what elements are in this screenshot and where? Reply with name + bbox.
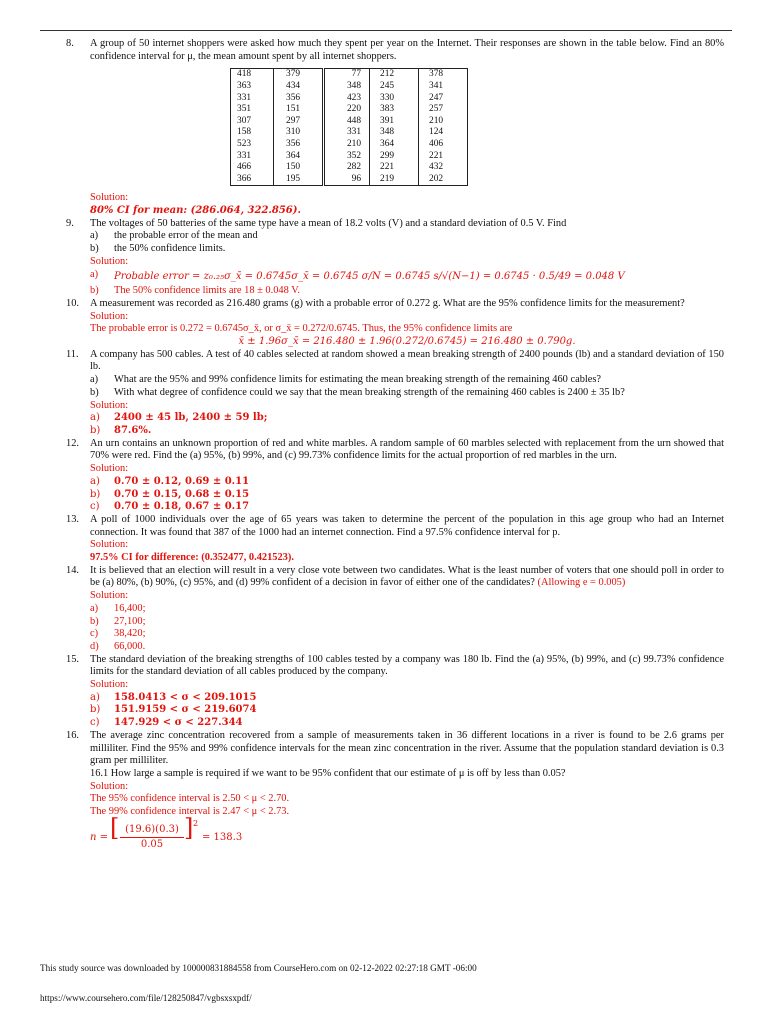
document-content <box>66 38 724 853</box>
right-bracket: ] <box>184 813 194 842</box>
table-cell: 331 <box>231 93 274 105</box>
table-row <box>231 116 468 128</box>
table-cell: 348 <box>370 127 419 139</box>
solution-a <box>90 476 724 489</box>
formula-lhs: n = <box>90 831 108 843</box>
question-16 <box>66 730 724 853</box>
shopper-data-table <box>230 68 468 186</box>
table-cell: 364 <box>274 151 324 163</box>
subpart-label: b) <box>90 615 99 627</box>
table-cell: 247 <box>419 93 468 105</box>
top-rule <box>40 30 732 31</box>
subpart-b <box>90 243 724 256</box>
solution-c <box>90 628 724 641</box>
table-cell: 151 <box>274 104 324 116</box>
subpart-label: a) <box>90 602 99 614</box>
solution-answer: 80% CI for mean: (286.064, 322.856). <box>90 205 301 217</box>
subpart-text: 87.6%. <box>114 425 152 436</box>
question-text: The standard deviation of the breaking strengths of 100 cables tested by a company was 180 lb. Find the (a) 95%, (b) 99%, and (c) 99.73% confidence limits for the standard deviation of all cables produced by the company. <box>90 653 724 678</box>
table-cell: 434 <box>274 81 324 93</box>
table-cell: 363 <box>231 81 274 93</box>
question-text: The average zinc concentration recovered from a sample of measurements taken in 36 different locations in a river is found to be 2.6 grams per milliliter. Find the 95% and 99% confidence intervals for the mean zinc concentration in the river. Assume that the population standard deviation is 0.3 gram per milliliter. <box>90 729 724 767</box>
question-number: 11. <box>66 348 79 360</box>
subpart-a <box>90 374 724 387</box>
question-text: It is believed that an election will result in a very close vote between two candidates. What is the least number of voters that one should poll in order to be (a) 80%, (b) 90%, (c) 95%, and (d) 99% confident of a decision in favor of either one of the candidates? <box>90 564 724 589</box>
solution-b <box>90 704 724 717</box>
table-cell: 307 <box>231 116 274 128</box>
solution-b <box>90 285 724 298</box>
subpart-label: c) <box>90 501 100 513</box>
table-row <box>231 139 468 151</box>
subpart-text: 151.9159 < σ < 219.6074 <box>114 704 257 716</box>
table-cell: 432 <box>419 162 468 174</box>
subpart-text: What are the 95% and 99% confidence limits for estimating the mean breaking strength of the remaining 460 cables? <box>114 374 602 386</box>
table-cell: 220 <box>346 104 361 115</box>
question-13 <box>66 514 724 565</box>
table-cell: 221 <box>370 162 419 174</box>
subpart-text: the probable error of the mean and <box>114 230 258 242</box>
table-cell: 356 <box>274 93 324 105</box>
table-cell: 245 <box>370 81 419 93</box>
subpart-text: 16,400; <box>114 602 146 614</box>
table-row <box>231 127 468 139</box>
subpart-label: c) <box>90 628 99 640</box>
table-cell: 352 <box>346 150 361 161</box>
subpart-text: 0.70 ± 0.15, 0.68 ± 0.15 <box>114 488 250 500</box>
question-12 <box>66 438 724 514</box>
subpart-text: 147.929 < σ < 227.344 <box>114 717 243 729</box>
question-11 <box>66 349 724 438</box>
question-number: 14. <box>66 564 79 576</box>
sample-size-formula <box>90 813 724 853</box>
solution-label: Solution: <box>90 679 129 691</box>
solution-line: The 99% confidence interval is 2.47 < μ < 2.73. <box>90 806 290 818</box>
solution-b <box>90 616 724 629</box>
table-cell: 378 <box>419 69 468 81</box>
question-text: A company has 500 cables. A test of 40 cables selected at random showed a mean breaking strength of 2400 pounds (lb) and a standard deviation of 150 lb. <box>90 348 724 373</box>
question-number: 8. <box>66 38 74 49</box>
table-cell: 423 <box>346 92 361 103</box>
table-cell: 210 <box>346 138 361 149</box>
subpart-text: With what degree of confidence could we say that the mean breaking strength of the remaining 460 cables is 2400 ± 35 lb? <box>114 386 625 398</box>
table-cell: 379 <box>274 69 324 81</box>
table-row <box>231 81 468 93</box>
table-cell: 406 <box>419 139 468 151</box>
subpart-text: 66,000. <box>114 640 146 652</box>
table-cell: 448 <box>346 115 361 126</box>
solution-label: Solution: <box>90 463 129 475</box>
subpart-b <box>90 387 724 400</box>
formula-exponent: 2 <box>193 818 199 828</box>
table-cell: 96 <box>324 174 370 186</box>
question-number: 16. <box>66 729 79 741</box>
subpart-text: 2400 ± 45 lb, 2400 ± 59 lb; <box>114 412 268 424</box>
subpart-label: a) <box>90 691 100 703</box>
fraction-denominator: 0.05 <box>140 838 164 850</box>
question-number: 12. <box>66 437 79 449</box>
question-text: A measurement was recorded as 216.480 grams (g) with a probable error of 0.272 g. What are the 95% confidence limits for the measurement? <box>90 297 685 309</box>
subpart-label: b) <box>90 386 99 398</box>
solution-d <box>90 641 724 654</box>
table-cell: 391 <box>370 116 419 128</box>
solution-a <box>90 412 724 425</box>
question-text: The voltages of 50 batteries of the same type have a mean of 18.2 volts (V) and a standard deviation of 0.5 V. Find <box>90 217 567 229</box>
table-row <box>231 162 468 174</box>
table-cell: 124 <box>419 127 468 139</box>
table-cell: 418 <box>231 69 274 81</box>
allowance-note: (Allowing e = 0.005) <box>537 577 626 589</box>
subpart-text: 158.0413 < σ < 209.1015 <box>114 691 257 703</box>
question-8 <box>66 38 724 63</box>
subpart-text: 38,420; <box>114 628 146 640</box>
table-row <box>231 104 468 116</box>
formula-rhs: = 138.3 <box>202 831 243 843</box>
solution-label: Solution: <box>90 192 129 204</box>
subpart-label: a) <box>90 230 99 242</box>
subpart-label: b) <box>90 285 99 297</box>
table-cell: 221 <box>419 151 468 163</box>
subpart-label: b) <box>90 243 99 255</box>
question-text: A poll of 1000 individuals over the age of 65 years was taken to determine the percent of the population in this age group who had an Internet connection. It was found that 387 of the 1000 had an internet connection. Find a 97.5% confidence interval for p. <box>90 513 724 538</box>
subpart-label: a) <box>90 268 99 280</box>
table-cell: 299 <box>370 151 419 163</box>
table-cell: 158 <box>231 127 274 139</box>
table-row <box>231 151 468 163</box>
table-cell: 210 <box>419 116 468 128</box>
question-15 <box>66 654 724 730</box>
source-url[interactable]: https://www.coursehero.com/file/128250847/vgbsxsxpdf/ <box>40 993 252 1003</box>
table-cell: 341 <box>419 81 468 93</box>
table-cell: 212 <box>370 69 419 81</box>
table-cell: 282 <box>346 162 361 173</box>
subpart-label: d) <box>90 640 99 652</box>
fraction-numerator: (19.6)(0.3) <box>120 824 184 838</box>
table-cell: 351 <box>231 104 274 116</box>
question-number: 10. <box>66 297 79 309</box>
subpart-label: b) <box>90 488 101 500</box>
solution-a <box>90 269 724 286</box>
table-cell: 383 <box>370 104 419 116</box>
solution-answer: 97.5% CI for difference: (0.352477, 0.421523). <box>90 552 294 564</box>
table-cell: 195 <box>274 174 324 186</box>
table-cell: 219 <box>370 174 419 186</box>
solution-block-8 <box>66 192 724 217</box>
solution-a <box>90 603 724 616</box>
question-subpart-text: 16.1 How large a sample is required if we want to be 95% confident that our estimate of μ is off by less than 0.05? <box>90 767 566 779</box>
solution-label: Solution: <box>90 310 129 322</box>
probable-error-formula: Probable error = z₀.₂₅σ_x̄ = 0.6745σ_x̄ = 0.6745 σ/N = 0.6745 s/√(N−1) = 0.6745 · 0.5/49 = 0.048 V <box>114 270 625 282</box>
solution-c <box>90 501 724 514</box>
solution-b <box>90 489 724 502</box>
table-cell: 77 <box>324 69 370 81</box>
left-bracket: [ <box>110 813 120 842</box>
table-cell: 331 <box>346 127 361 138</box>
solution-b <box>90 425 724 438</box>
solution-label: Solution: <box>90 539 129 551</box>
question-number: 9. <box>66 217 74 229</box>
table-cell: 364 <box>370 139 419 151</box>
subpart-label: b) <box>90 704 101 716</box>
table-cell: 348 <box>346 81 361 91</box>
question-10 <box>66 298 724 349</box>
solution-a <box>90 692 724 705</box>
subpart-label: a) <box>90 374 99 386</box>
solution-line: The probable error is 0.272 = 0.6745σ_x̄, or σ_x̄ = 0.272/0.6745. Thus, the 95% confidence limits are <box>90 323 513 335</box>
table-cell: 257 <box>419 104 468 116</box>
subpart-text: 27,100; <box>114 615 146 627</box>
table-cell: 331 <box>231 151 274 163</box>
subpart-label: c) <box>90 717 100 729</box>
question-9 <box>66 218 724 298</box>
table-row <box>231 69 468 81</box>
subpart-label: a) <box>90 412 100 424</box>
table-cell: 356 <box>274 139 324 151</box>
subpart-text: the 50% confidence limits. <box>114 243 226 255</box>
table-cell: 330 <box>370 93 419 105</box>
subpart-text: 0.70 ± 0.12, 0.69 ± 0.11 <box>114 475 250 487</box>
table-cell: 297 <box>274 116 324 128</box>
subpart-label: a) <box>90 475 100 487</box>
solution-label: Solution: <box>90 590 129 602</box>
solution-c <box>90 717 724 730</box>
subpart-text: The 50% confidence limits are 18 ± 0.048 V. <box>114 285 300 297</box>
subpart-label: b) <box>90 425 101 436</box>
subpart-a <box>90 230 724 243</box>
table-row <box>231 174 468 186</box>
solution-line: x̄ ± 1.96σ_x̄ = 216.480 ± 1.96(0.272/0.6745) = 216.480 ± 0.790g. <box>238 336 576 348</box>
solution-line: The 95% confidence interval is 2.50 < μ < 2.70. <box>90 793 290 805</box>
question-text: A group of 50 internet shoppers were asked how much they spent per year on the Internet. Their responses are shown in the table below. Find an 80% confidence interval for μ, the mean amount spent by all internet shoppers. <box>90 38 724 62</box>
solution-label: Solution: <box>90 255 129 267</box>
table-cell: 150 <box>274 162 324 174</box>
solution-label: Solution: <box>90 399 129 411</box>
table-cell: 466 <box>231 162 274 174</box>
table-row <box>231 93 468 105</box>
table-cell: 523 <box>231 139 274 151</box>
solution-label: Solution: <box>90 780 129 792</box>
table-cell: 202 <box>419 174 468 186</box>
table-cell: 366 <box>231 174 274 186</box>
question-text: An urn contains an unknown proportion of red and white marbles. A random sample of 60 marbles selected with replacement from the urn showed that 70% were red. Find the (a) 95%, (b) 99%, and (c) 99.73% confidence limits for the actual proportion of red marbles in the urn. <box>90 437 724 462</box>
question-number: 15. <box>66 653 79 665</box>
table-cell: 310 <box>274 127 324 139</box>
question-number: 13. <box>66 513 79 525</box>
question-14 <box>66 565 724 654</box>
download-notice: This study source was downloaded by 100000831884558 from CourseHero.com on 02-12-2022 02:27:18 GMT -06:00 <box>40 963 477 973</box>
subpart-text: 0.70 ± 0.18, 0.67 ± 0.17 <box>114 501 250 513</box>
